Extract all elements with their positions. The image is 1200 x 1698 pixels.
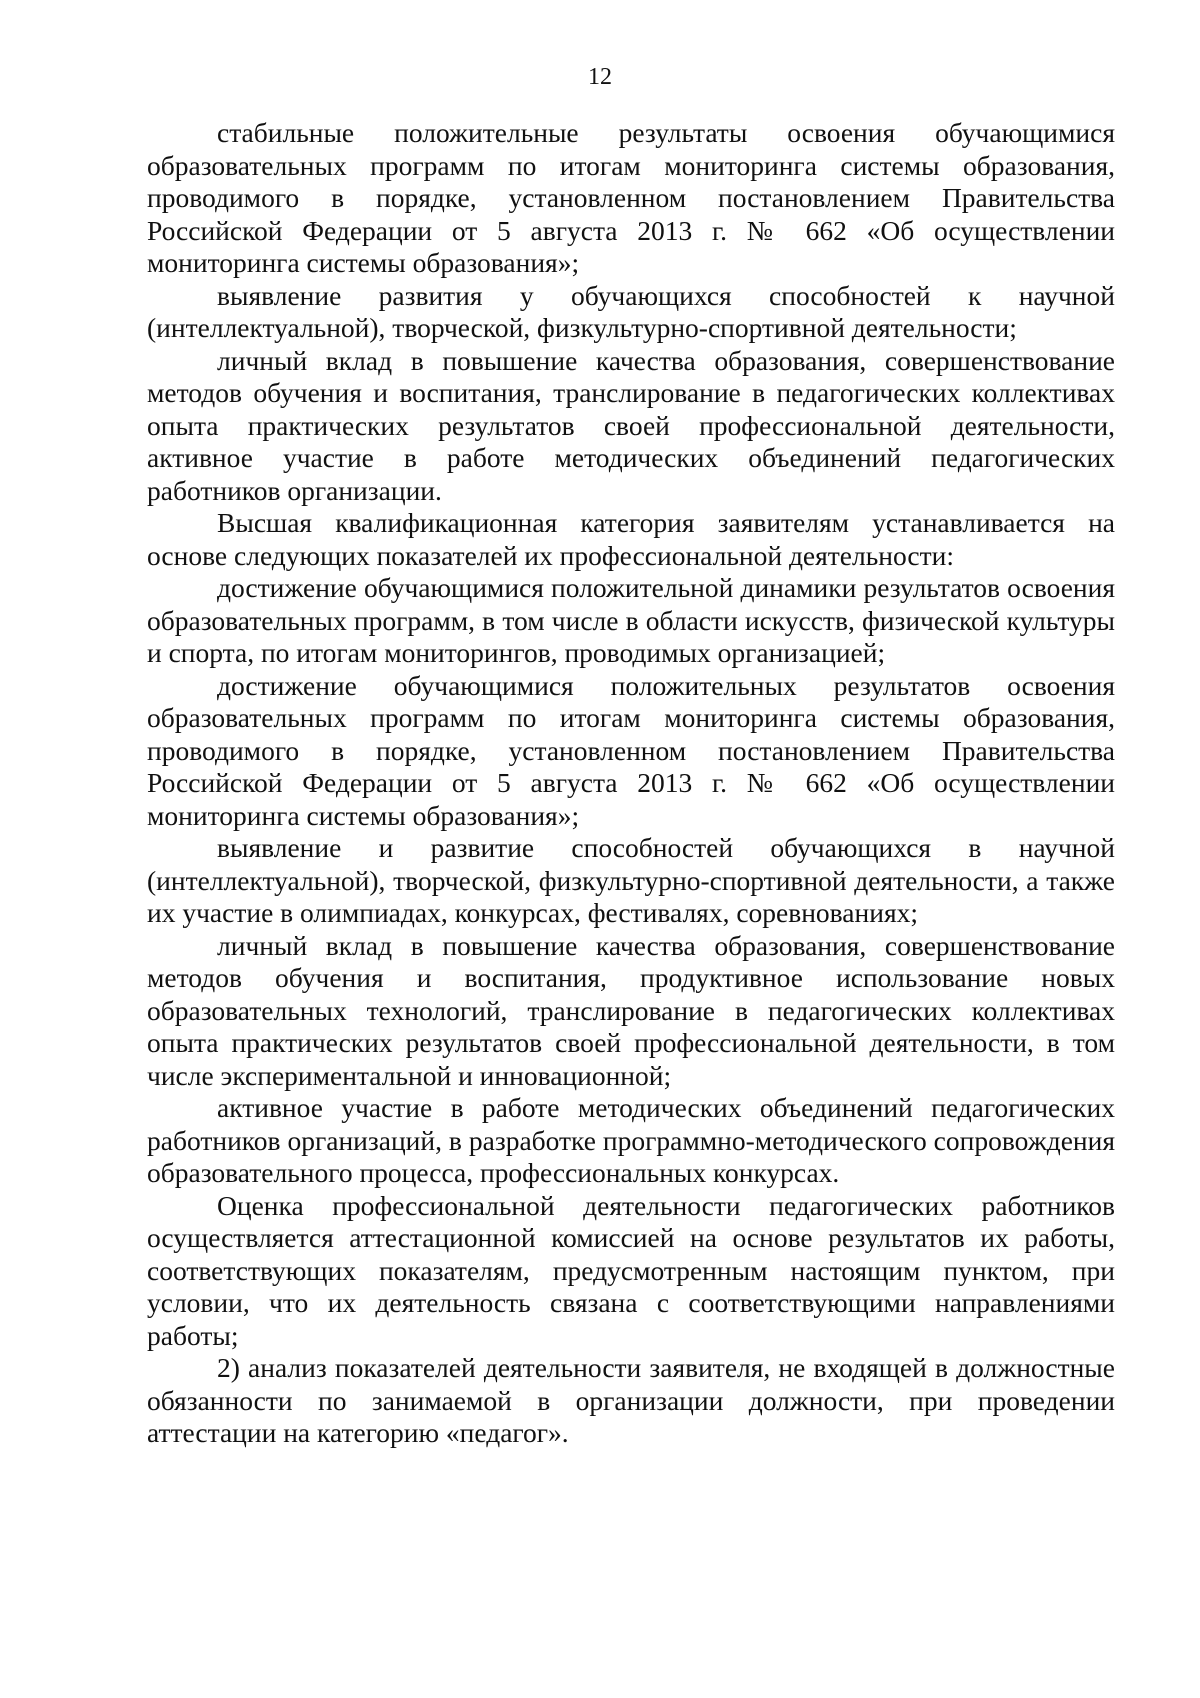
paragraph-positive-results: достижение обучающимися положительных результатов освоения образовательных программ по итогам мониторинга системы образования, проводимого в порядке, установленном постановлением Правительства Российской Федерации от 5 августа 2013 г. № 662 «Об осуществлении мониторинга системы образования»; [147,669,1115,831]
paragraph-abilities-development: выявление и развитие способностей обучающихся в научной (интеллектуальной), творческой, физкультурно-спортивной деятельности, а также их участие в олимпиадах, конкурсах, фестивалях, соревнованиях; [147,832,1115,928]
paragraph-stable-results: стабильные положительные результаты освоения обучающимися образовательных программ по итогам мониторинга системы образования, проводимого в порядке, установленном постановлением Правительства Российской Федерации от 5 августа 2013 г. № 662 «Об осуществлении мониторинга системы образования»; [147,117,1115,278]
paragraph-evaluation: Оценка профессиональной деятельности педагогических работников осуществляется аттестационной комиссией на основе результатов их работы, соответствующих показателям, предусмотренным настоящим пунктом, при условии, что их деятельность связана с соответствующими направлениями работы; [147,1189,1115,1351]
paragraph-highest-category: Высшая квалификационная категория заявителям устанавливается на основе следующих показателей их профессиональной деятельности: [147,507,1115,571]
paragraph-personal-contribution: личный вклад в повышение качества образования, совершенствование методов обучения и воспитания, транслирование в педагогических коллективах опыта практических результатов своей профессиональной деятельности, активное участие в работе методических объединений педагогических работников организации. [147,344,1115,506]
paragraph-personal-contribution-highest: личный вклад в повышение качества образования, совершенствование методов обучения и воспитания, продуктивное использование новых образовательных технологий, транслирование в педагогических коллективах опыта практических результатов своей профессиональной деятельности, в том числе экспериментальной и инновационной; [147,929,1115,1091]
paragraph-methodical-participation: активное участие в работе методических объединений педагогических работников организаций, в разработке программно-методического сопровождения образовательного процесса, профессиональных конкурсах. [147,1092,1115,1188]
paragraph-positive-dynamics: достижение обучающимися положительной динамики результатов освоения образовательных программ, в том числе в области искусств, физической культуры и спорта, по итогам мониторингов, проводимых организацией; [147,572,1115,668]
page-number: 12 [588,64,612,90]
document-body [147,117,1115,1450]
paragraph-abilities-detection: выявление развития у обучающихся способностей к научной (интеллектуальной), творческой, физкультурно-спортивной деятельности; [147,279,1115,343]
paragraph-analysis: 2) анализ показателей деятельности заявителя, не входящей в должностные обязанности по занимаемой в организации должности, при проведении аттестации на категорию «педагог». [147,1352,1115,1448]
